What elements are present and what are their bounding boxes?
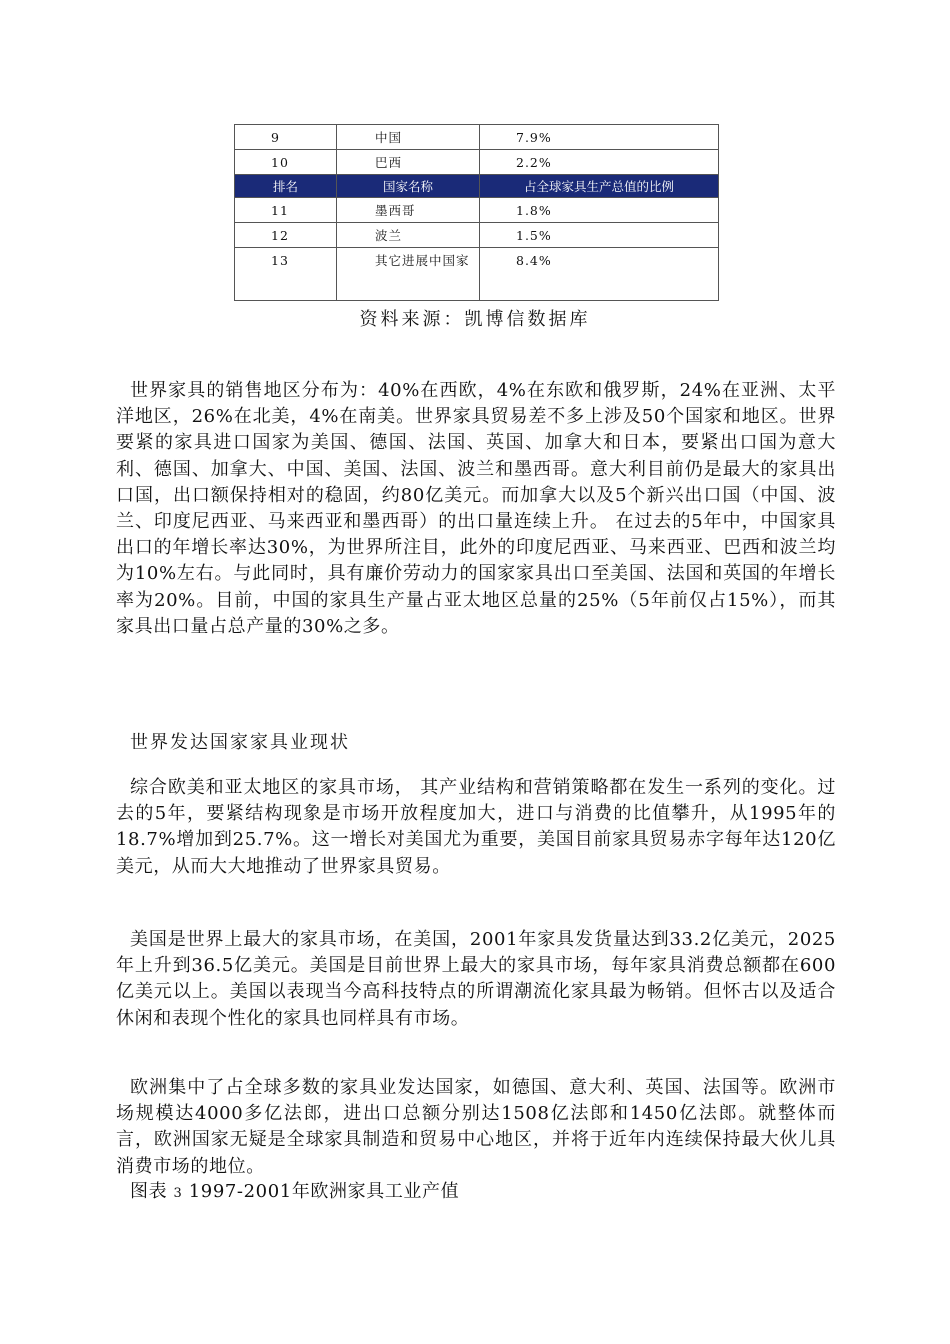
share-cell: 1.8%: [480, 198, 719, 223]
rank-cell: 9: [235, 125, 337, 150]
country-share-table: [234, 124, 719, 301]
paragraph-market-structure: 综合欧美和亚太地区的家具市场， 其产业结构和营销策略都在发生一系列的变化。过去的5年，要紧结构现象是市场开放程度加大，进口与消费的比值攀升，从1995年的18.7%增加到25.7%。这一增长对美国尤为重要，美国目前家具贸易赤字每年达120亿美元，从而大大地推动了世界家具贸易。: [116, 777, 836, 877]
header-rank: 排名: [235, 175, 337, 198]
table-source-note: 资料来源：凯博信数据库: [359, 309, 591, 330]
rank-cell: 11: [235, 198, 337, 223]
rank-cell: 12: [235, 223, 337, 248]
share-cell: 2.2%: [480, 150, 719, 175]
table-header-row: [235, 175, 719, 198]
paragraph-europe-market: 欧洲集中了占全球多数的家具业发达国家，如德国、意大利、英国、法国等。欧洲市场规模达4000多亿法郎，进出口总额分别达1508亿法郎和1450亿法郎。就整体而言，欧洲国家无疑是全球家具制造和贸易中心地区，并将于近年内连续保持最大伙儿具消费市场的地位。: [116, 1077, 836, 1177]
paragraph-us-market: 美国是世界上最大的家具市场，在美国，2001年家具发货量达到33.2亿美元，2025年上升到36.5亿美元。美国是目前世界上最大的家具市场，每年家具消费总额都在600亿美元以上。美国以表现当今高科技特点的所谓潮流化家具最为畅销。但怀古以及适合休闲和表现个性化的家具也同样具有市场。: [116, 929, 836, 1029]
share-cell: 1.5%: [480, 223, 719, 248]
rank-cell: 10: [235, 150, 337, 175]
table-row: [235, 248, 719, 301]
table-row: [235, 150, 719, 175]
caption-prefix: 图表: [130, 1181, 168, 1202]
caption-text: 1997-2001年欧洲家具工业产值: [182, 1181, 460, 1202]
rank-cell: 13: [235, 248, 337, 301]
country-cell: 墨西哥: [337, 198, 480, 223]
header-country: 国家名称: [337, 175, 480, 198]
table-row: [235, 223, 719, 248]
paragraph-sales-distribution: 世界家具的销售地区分布为：40%在西欧，4%在东欧和俄罗斯，24%在亚洲、太平洋地区，26%在北美，4%在南美。世界家具贸易差不多上涉及50个国家和地区。世界要紧的家具进口国家为美国、德国、法国、英国、加拿大和日本，要紧出口国为意大利、德国、加拿大、中国、美国、法国、波兰和墨西哥。意大利目前仍是最大的家具出口国，出口额保持相对的稳固，约80亿美元。而加拿大以及5个新兴出口国（中国、波兰、印度尼西亚、马来西亚和墨西哥）的出口量连续上升。 在过去的5年中，中国家具出口的年增长率达30%，为世界所注目，此外的印度尼西亚、马来西亚、巴西和波兰均为10%左右。与此同时，具有廉价劳动力的国家家具出口至美国、法国和英国的年增长率为20%。目前，中国的家具生产量占亚太地区总量的25%（5年前仅占15%），而其家具出口量占总产量的30%之多。: [116, 380, 836, 637]
section-heading: 世界发达国家家具业现状: [130, 732, 350, 753]
country-cell: 其它进展中国家: [337, 248, 480, 301]
figure-caption: [130, 1177, 459, 1203]
country-cell: 中国: [337, 125, 480, 150]
table-row: [235, 125, 719, 150]
country-cell: 波兰: [337, 223, 480, 248]
header-share: 占全球家具生产总值的比例: [480, 175, 719, 198]
table-row: [235, 198, 719, 223]
share-cell: 8.4%: [480, 248, 719, 301]
caption-number: 3: [173, 1186, 183, 1201]
share-cell: 7.9%: [480, 125, 719, 150]
country-cell: 巴西: [337, 150, 480, 175]
